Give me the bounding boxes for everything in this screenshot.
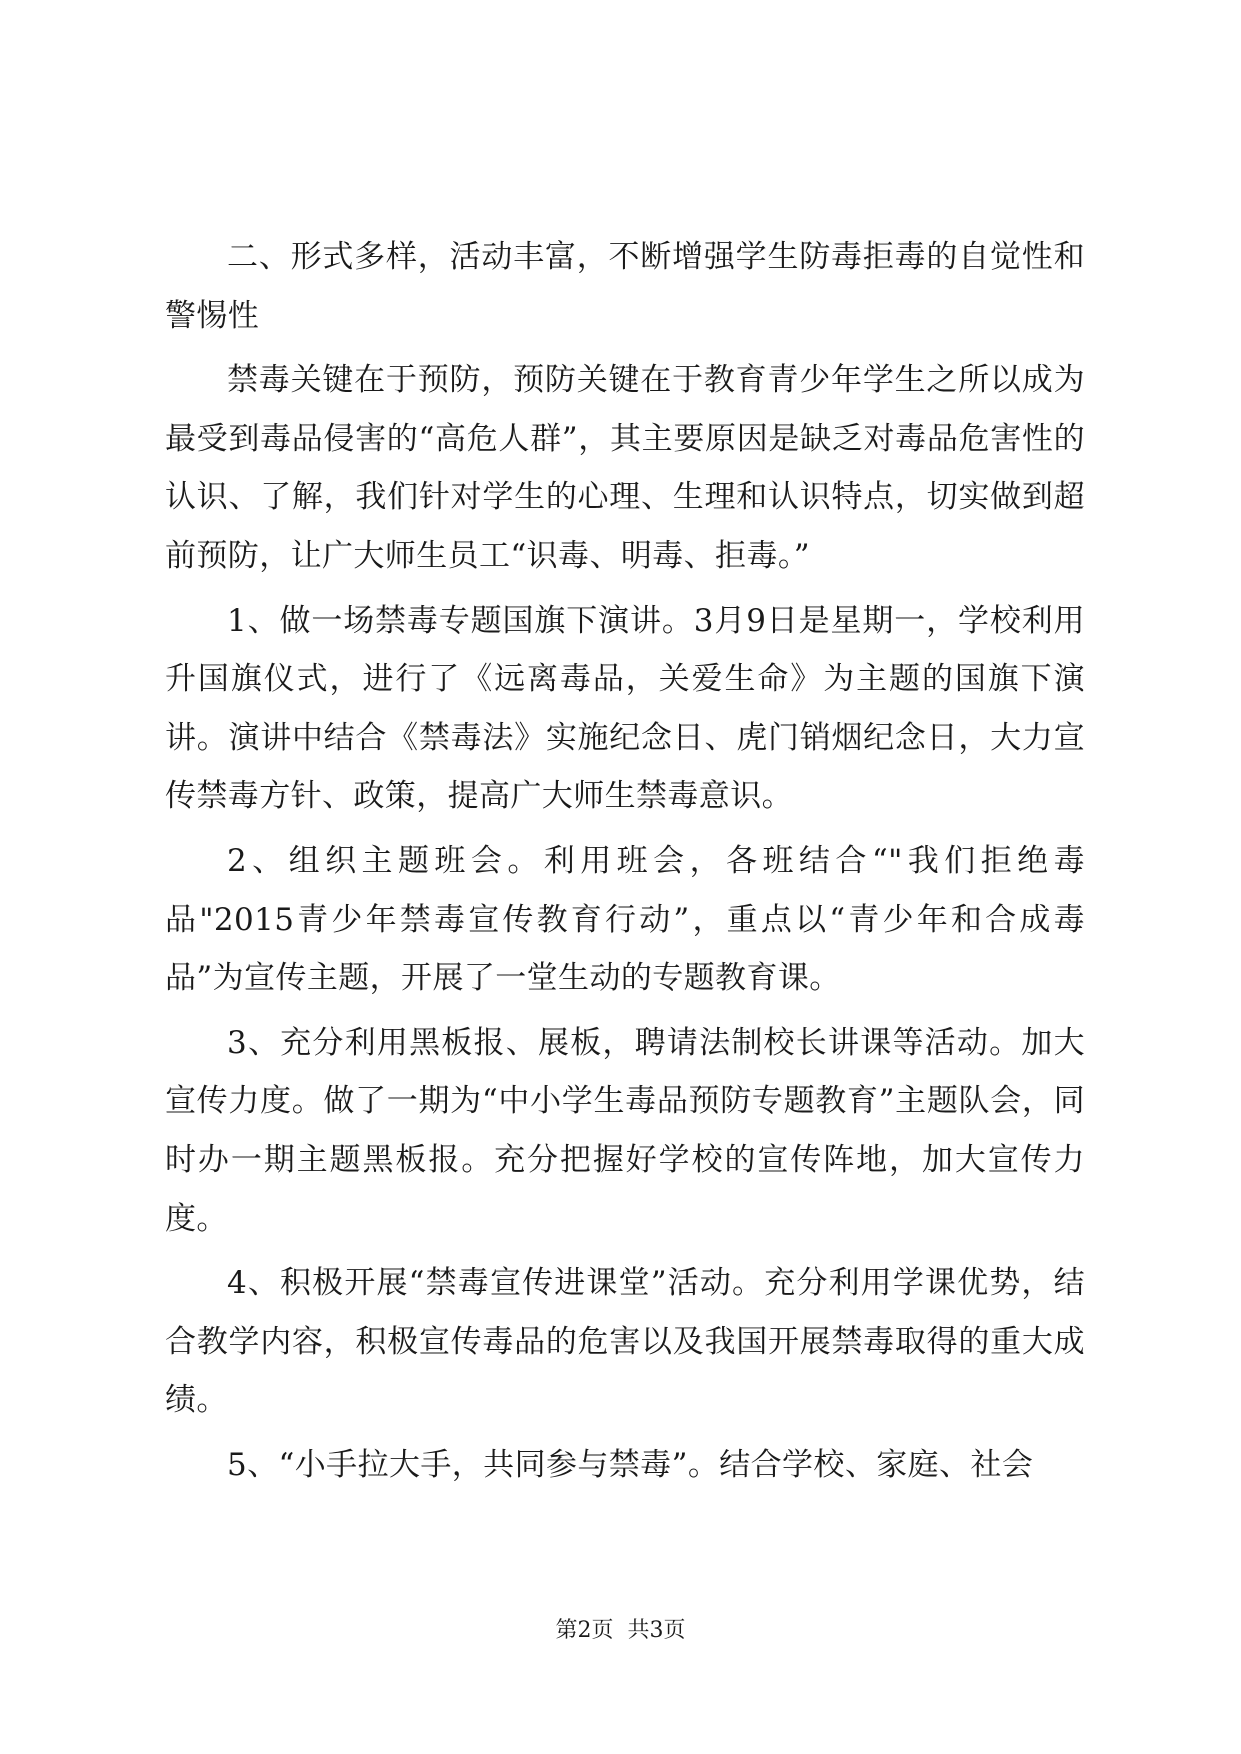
- page-footer: [0, 1616, 1241, 1646]
- paragraph: 5、“小手拉大手，共同参与禁毒”。结合学校、家庭、社会: [227, 1446, 1034, 1483]
- paragraph: 2、组织主题班会。利用班会，各班结合“"我们拒绝毒品"2015青少年禁毒宣传教育行动”，重点以“青少年和合成毒品”为宣传主题，开展了一堂生动的专题教育课。: [165, 842, 1085, 997]
- paragraph: 4、积极开展“禁毒宣传进课堂”活动。充分利用学课优势，结合教学内容，积极宣传毒品的危害以及我国开展禁毒取得的重大成绩。: [165, 1265, 1085, 1419]
- section-heading: 二、形式多样，活动丰富，不断增强学生防毒拒毒的自觉性和警惕性: [165, 239, 1085, 334]
- paragraph: 1、做一场禁毒专题国旗下演讲。3月9日是星期一，学校利用升国旗仪式，进行了《远离毒品，关爱生命》为主题的国旗下演讲。演讲中结合《禁毒法》实施纪念日、虎门销烟纪念日，大力宣传禁毒方针、政策，提高广大师生禁毒意识。: [165, 602, 1085, 815]
- document-body: [165, 228, 1085, 1500]
- paragraph: 禁毒关键在于预防，预防关键在于教育青少年学生之所以成为最受到毒品侵害的“高危人群”，其主要原因是缺乏对毒品危害性的认识、了解，我们针对学生的心理、生理和认识特点，切实做到超前预防，让广大师生员工“识毒、明毒、拒毒。”: [165, 362, 1085, 574]
- page-number: 第2页: [555, 1618, 614, 1643]
- paragraph: 3、充分利用黑板报、展板，聘请法制校长讲课等活动。加大宣传力度。做了一期为“中小学生毒品预防专题教育”主题队会，同时办一期主题黑板报。充分把握好学校的宣传阵地，加大宣传力度。: [165, 1024, 1085, 1237]
- page-total: 共3页: [627, 1618, 686, 1643]
